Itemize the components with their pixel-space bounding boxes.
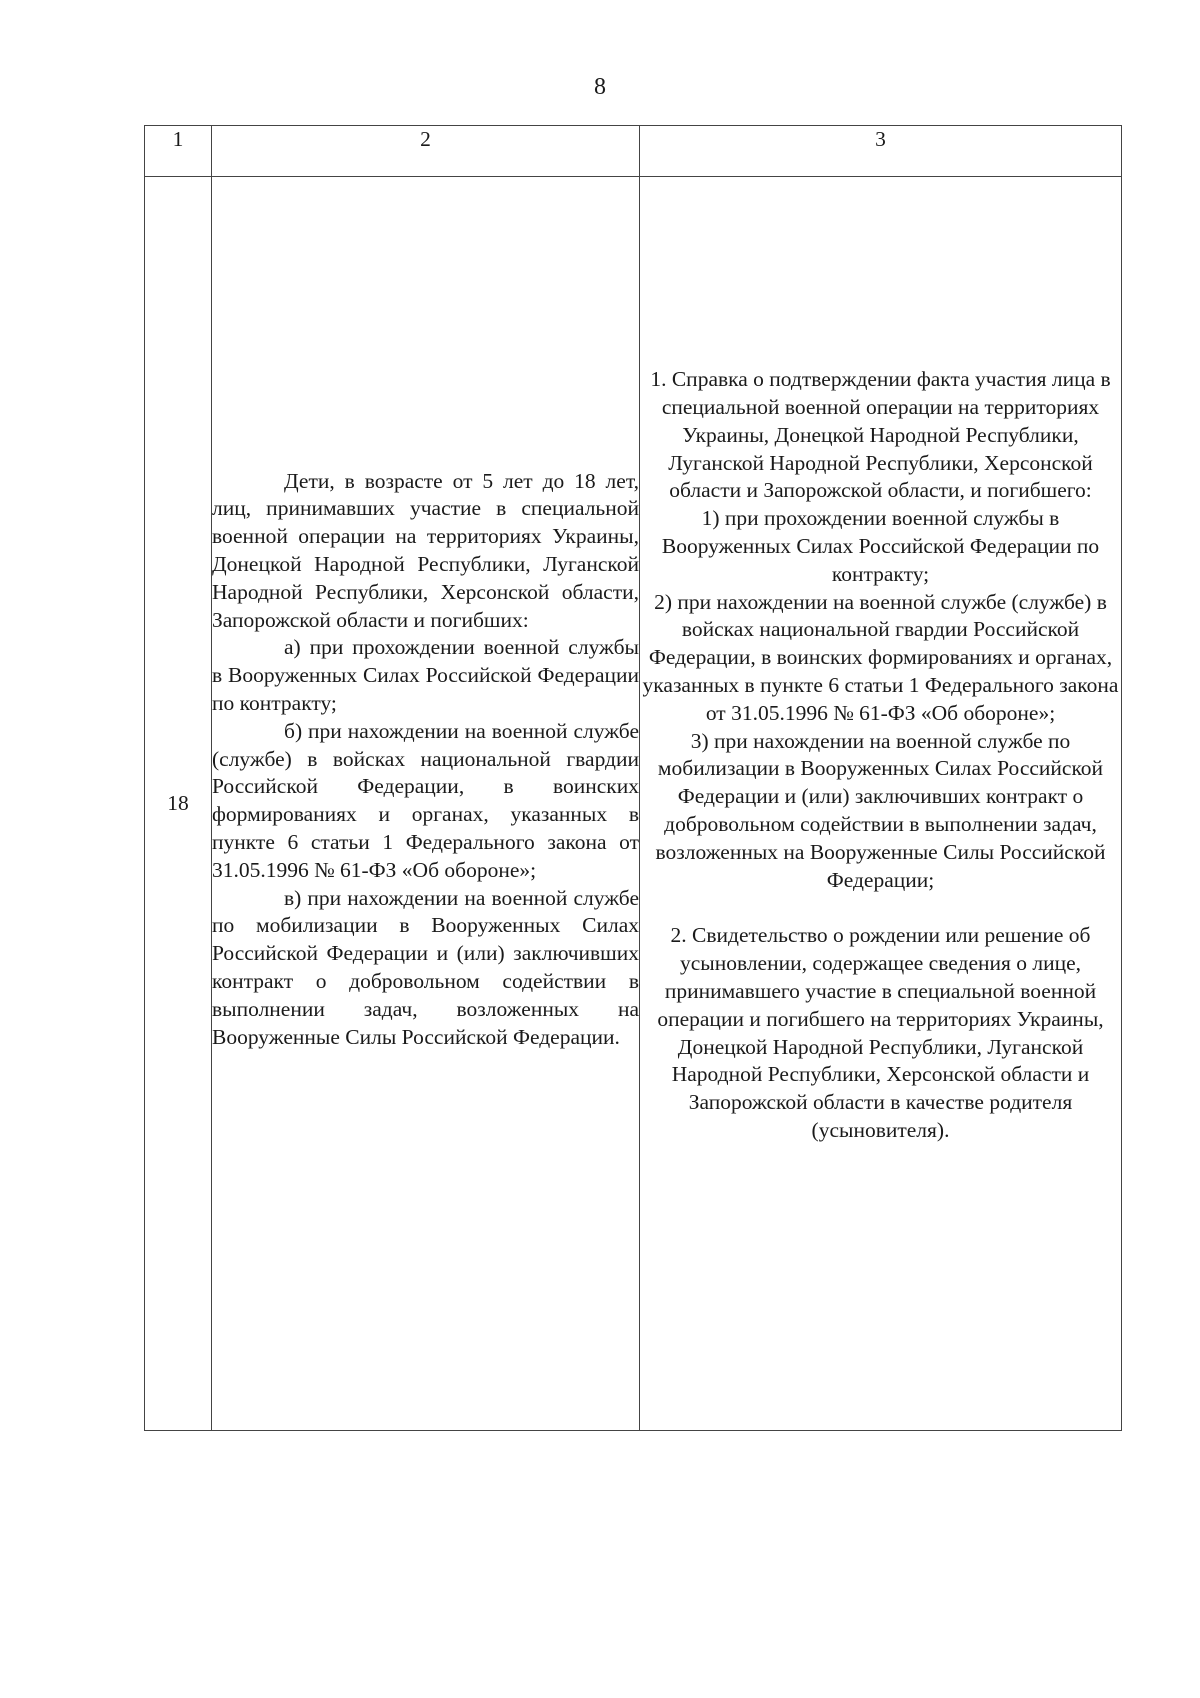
documents-table: [144, 125, 1122, 1431]
document-1-intro: 1. Справка о подтверждении факта участия лица в специальной военной операции на территориях Украины, Донецкой Народной Республики, Луганской Народной Республики, Херсонской области и Запорожской области, и погибшего:: [650, 367, 1111, 503]
document-1-item-2: 2) при нахождении на военной службе (службе) в войсках национальной гвардии Российской Федерации, в воинских формированиях и органах, указанных в пункте 6 статьи 1 Федерального закона от 31.05.1996 № 61-ФЗ «Об обороне»;: [642, 589, 1119, 725]
paragraph-gap: [640, 894, 1121, 922]
required-documents: [640, 366, 1121, 1145]
document-2: 2. Свидетельство о рождении или решение об усыновлении, содержащее сведения о лице, принимавшего участие в специальной военной операции и погибшего на территориях Украины, Донецкой Народной Республики, Луганской Народной Республики, Херсонской области и Запорожской области в качестве родителя (усыновителя).: [657, 923, 1104, 1142]
description-item-b: б) при нахождении на военной службе (службе) в войсках национальной гвардии Российской Федерации, в воинских формированиях и органах, указанных в пункте 6 статьи 1 Федерального закона от 31.05.1996 № 61-ФЗ «Об обороне»;: [212, 718, 639, 882]
column-header-1: 1: [145, 126, 212, 177]
document-1-item-1: 1) при прохождении военной службы в Вооруженных Силах Российской Федерации по контракту;: [661, 506, 1100, 586]
required-documents-cell: [640, 177, 1122, 1431]
page-number: 8: [594, 74, 606, 100]
description-item-a: а) при прохождении военной службы в Вооруженных Силах Российской Федерации по контракту;: [212, 635, 639, 715]
category-description: [212, 468, 639, 1052]
table-row: [145, 177, 1122, 1431]
document-1-item-3: 3) при нахождении на военной службе по мобилизации в Вооруженных Силах Российской Федерации и (или) заключивших контракт о добровольном содействии в выполнении задач, возложенных на Вооруженные Силы Российской Федерации;: [655, 728, 1106, 892]
column-header-3: 3: [640, 126, 1122, 177]
row-number: 18: [145, 177, 212, 1431]
description-intro: Дети, в возрасте от 5 лет до 18 лет, лиц, принимавших участие в специальной военной операции на территориях Украины, Донецкой Народной Республики, Луганской Народной Республики, Херсонской области, Запорожской области и погибших:: [212, 468, 639, 632]
table-header-row: [145, 126, 1122, 177]
column-header-2: 2: [212, 126, 640, 177]
category-description-cell: [212, 177, 640, 1431]
description-item-c: в) при нахождении на военной службе по мобилизации в Вооруженных Силах Российской Федерации и (или) заключивших контракт о добровольном содействии в выполнении задач, возложенных на Вооруженные Силы Российской Федерации.: [212, 885, 639, 1049]
